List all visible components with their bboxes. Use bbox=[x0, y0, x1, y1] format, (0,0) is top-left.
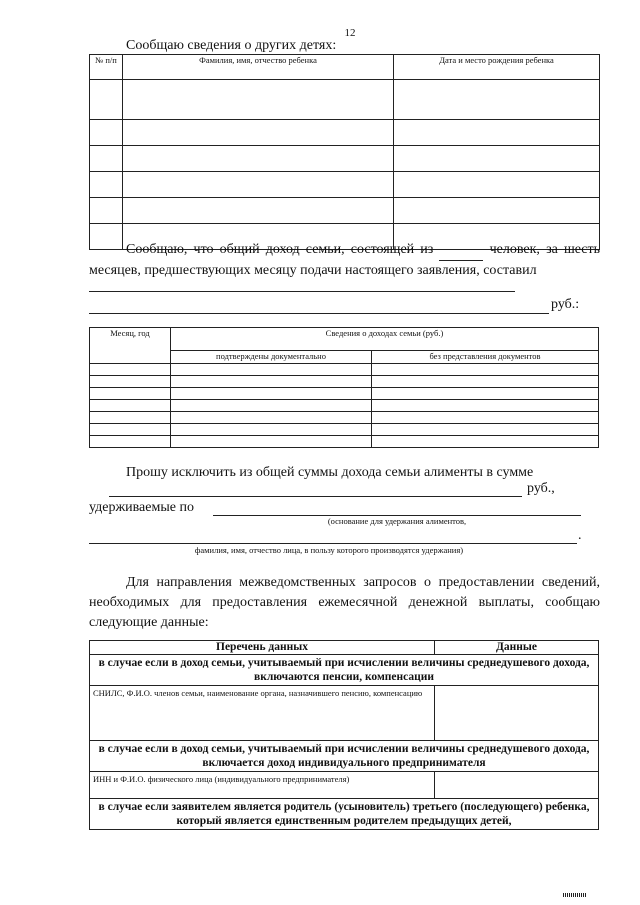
income-total-line-2[interactable] bbox=[89, 312, 549, 314]
income-table bbox=[89, 327, 599, 448]
child-row bbox=[90, 198, 600, 224]
col-month-year: Месяц, год bbox=[90, 328, 171, 364]
item-inn: ИНН и Ф.И.О. физического лица (индивидуального предпринимателя) bbox=[90, 772, 435, 799]
confirmed-cell[interactable] bbox=[171, 436, 372, 448]
child-name-cell[interactable] bbox=[123, 80, 394, 120]
col-income-group: Сведения о доходах семьи (руб.) bbox=[171, 328, 599, 351]
item-inn-value[interactable] bbox=[435, 772, 599, 799]
child-name-cell[interactable] bbox=[123, 198, 394, 224]
income-row bbox=[90, 412, 599, 424]
family-size-field[interactable] bbox=[439, 240, 483, 261]
income-text-2: человек, за шесть месяцев, предшествующих месяцу подачи настоящего заявления, составил bbox=[89, 242, 601, 278]
col-unconfirmed: без представления документов bbox=[372, 351, 599, 364]
income-row bbox=[90, 364, 599, 376]
scan-marks bbox=[563, 893, 587, 897]
child-number-cell[interactable] bbox=[90, 80, 123, 120]
unconfirmed-cell[interactable] bbox=[372, 376, 599, 388]
col-child-name: Фамилия, имя, отчество ребенка bbox=[123, 55, 394, 80]
col-data-values: Данные bbox=[435, 641, 599, 655]
unconfirmed-cell[interactable] bbox=[372, 364, 599, 376]
page-number: 12 bbox=[344, 27, 356, 39]
month-cell[interactable] bbox=[90, 424, 171, 436]
unconfirmed-cell[interactable] bbox=[372, 436, 599, 448]
income-unit: руб.: bbox=[551, 297, 580, 312]
unconfirmed-cell[interactable] bbox=[372, 388, 599, 400]
unconfirmed-cell[interactable] bbox=[372, 412, 599, 424]
month-cell[interactable] bbox=[90, 400, 171, 412]
month-cell[interactable] bbox=[90, 412, 171, 424]
alimony-text-1: Прошу исключить из общей суммы дохода семьи алименты в сумме bbox=[126, 465, 534, 480]
alimony-dot: . bbox=[578, 528, 582, 543]
col-birth-info: Дата и место рождения ребенка bbox=[394, 55, 600, 80]
child-name-cell[interactable] bbox=[123, 146, 394, 172]
child-row bbox=[90, 80, 600, 120]
confirmed-cell[interactable] bbox=[171, 376, 372, 388]
alimony-request bbox=[89, 463, 600, 483]
alimony-unit: руб., bbox=[527, 481, 555, 496]
month-cell[interactable] bbox=[90, 388, 171, 400]
child-birth-cell[interactable] bbox=[394, 146, 600, 172]
unconfirmed-cell[interactable] bbox=[372, 424, 599, 436]
child-number-cell[interactable] bbox=[90, 172, 123, 198]
month-cell[interactable] bbox=[90, 376, 171, 388]
confirmed-cell[interactable] bbox=[171, 364, 372, 376]
income-row bbox=[90, 436, 599, 448]
child-number-cell[interactable] bbox=[90, 198, 123, 224]
child-birth-cell[interactable] bbox=[394, 198, 600, 224]
alimony-caption-1: (основание для удержания алиментов, bbox=[327, 516, 467, 526]
income-row bbox=[90, 400, 599, 412]
confirmed-cell[interactable] bbox=[171, 412, 372, 424]
requests-intro: Для направления межведомственных запросов о предоставлении сведений, необходимых для предоставления ежемесячной денежной выплаты, сообщаю следующие данные: bbox=[89, 575, 600, 630]
alimony-text-2: удерживаемые по bbox=[89, 500, 194, 515]
item-snils: СНИЛС, Ф.И.О. членов семьи, наименование органа, назначившего пенсию, компенсацию bbox=[90, 686, 435, 741]
confirmed-cell[interactable] bbox=[171, 388, 372, 400]
col-data-list: Перечень данных bbox=[90, 641, 435, 655]
child-birth-cell[interactable] bbox=[394, 120, 600, 146]
section-entrepreneur: в случае если в доход семьи, учитываемый при исчислении величины среднедушевого дохода, включается доход индивидуального предпринимателя bbox=[90, 741, 599, 772]
item-snils-value[interactable] bbox=[435, 686, 599, 741]
child-row bbox=[90, 120, 600, 146]
child-number-cell[interactable] bbox=[90, 120, 123, 146]
month-cell[interactable] bbox=[90, 436, 171, 448]
alimony-recipient-field[interactable] bbox=[89, 542, 577, 544]
month-cell[interactable] bbox=[90, 364, 171, 376]
income-statement bbox=[89, 240, 600, 281]
child-number-cell[interactable] bbox=[90, 146, 123, 172]
child-row bbox=[90, 146, 600, 172]
income-text-1: Сообщаю, что общий доход семьи, состоящей из bbox=[126, 242, 434, 257]
alimony-amount-field[interactable] bbox=[109, 495, 522, 497]
section-single-parent: в случае если заявителем является родитель (усыновитель) третьего (последующего) ребенка, который является единственным родителем предыдущих детей, bbox=[90, 799, 599, 830]
income-row bbox=[90, 424, 599, 436]
confirmed-cell[interactable] bbox=[171, 424, 372, 436]
alimony-caption-2: фамилия, имя, отчество лица, в пользу которого производятся удержания) bbox=[194, 545, 464, 555]
income-row bbox=[90, 376, 599, 388]
col-number: № п/п bbox=[90, 55, 123, 80]
child-birth-cell[interactable] bbox=[394, 172, 600, 198]
child-name-cell[interactable] bbox=[123, 172, 394, 198]
col-confirmed: подтверждены документально bbox=[171, 351, 372, 364]
section-pensions: в случае если в доход семьи, учитываемый при исчислении величины среднедушевого дохода, включаются пенсии, компенсации bbox=[90, 655, 599, 686]
income-total-line-1[interactable] bbox=[89, 290, 515, 292]
child-name-cell[interactable] bbox=[123, 120, 394, 146]
confirmed-cell[interactable] bbox=[171, 400, 372, 412]
unconfirmed-cell[interactable] bbox=[372, 400, 599, 412]
child-birth-cell[interactable] bbox=[394, 80, 600, 120]
requests-table bbox=[89, 640, 599, 830]
child-row bbox=[90, 172, 600, 198]
income-row bbox=[90, 388, 599, 400]
children-intro: Сообщаю сведения о других детях: bbox=[126, 38, 337, 53]
children-table bbox=[89, 54, 600, 250]
